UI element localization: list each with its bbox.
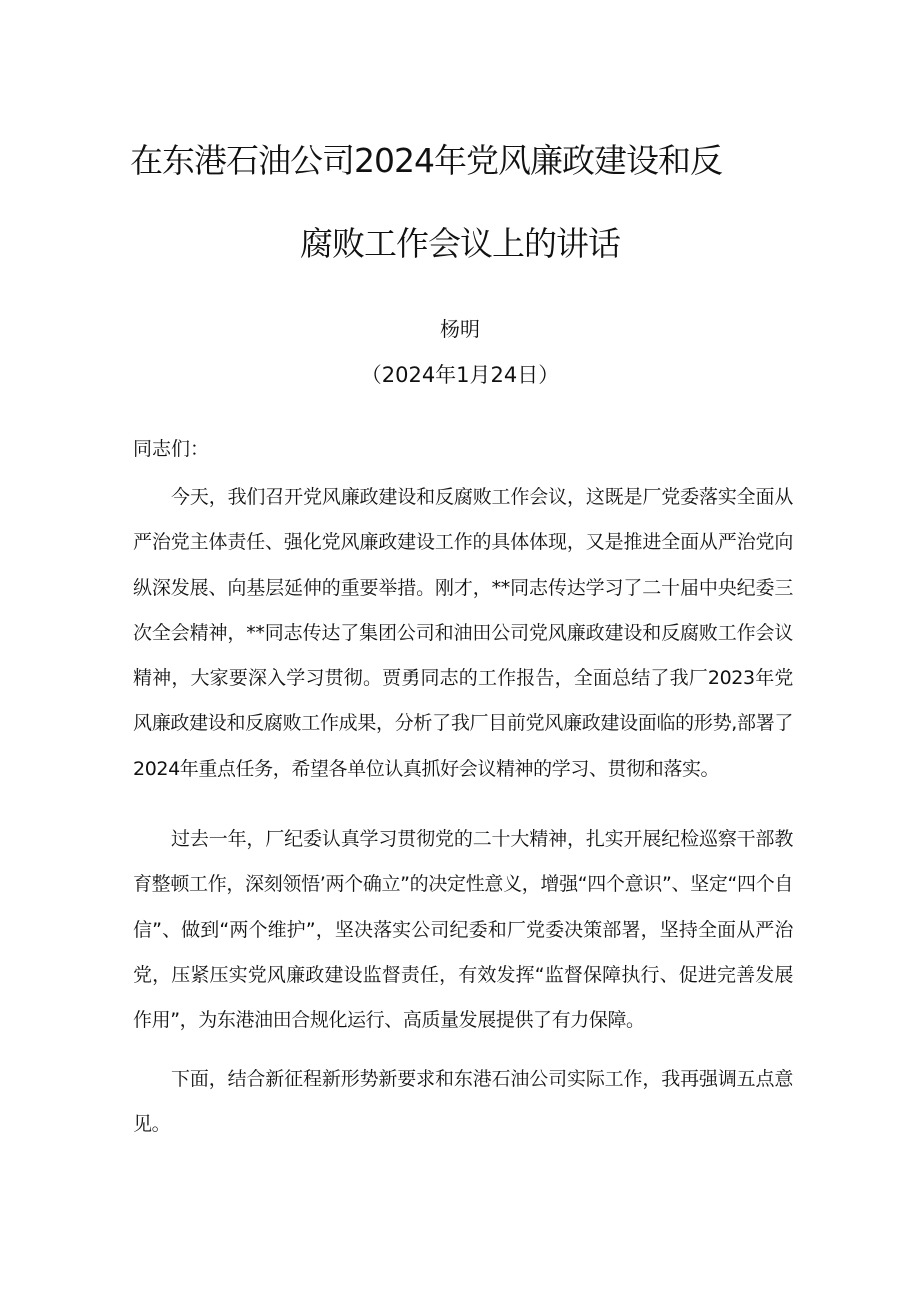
document-title-line-1: 在东港石油公司2024年党风廉政建设和反 <box>130 141 722 180</box>
speaker-name: 杨明 <box>440 317 480 341</box>
body-paragraph-2: 过去一年，厂纪委认真学习贯彻党的二十大精神，扎实开展纪检巡察干部教育整顿工作，深刻领悟’两个确立”的决定性意义，增强“四个意识”、坚定“四个自信”、做到“两个维护”，坚决落实公司纪委和厂党委决策部署，坚持全面从严治党，压紧压实党风廉政建设监督责任，有效发挥“监督保障执行、促进完善发展作用”，为东港油田合规化运行、高质量发展提供了有力保障。 <box>133 828 793 1032</box>
document-title-line-2: 腐败工作会议上的讲话 <box>300 224 620 263</box>
body-paragraph-1: 今天，我们召开党风廉政建设和反腐败工作会议，这既是厂党委落实全面从严治党主体责任、强化党风廉政建设工作的具体体现，又是推进全面从严治党向纵深发展、向基层延伸的重要举措。刚才，**同志传达学习了二十届中央纪委三次全会精神，**同志传达了集团公司和油田公司党风廉政建设和反腐败工作会议精神，大家要深入学习贯彻。贾勇同志的工作报告，全面总结了我厂2023年党风廉政建设和反腐败工作成果，分析了我厂目前党风廉政建设面临的形势,部署了2024年重点任务，希望各单位认真抓好会议精神的学习、贯彻和落实。 <box>133 486 793 780</box>
body-paragraph-3: 下面，结合新征程新形势新要求和东港石油公司实际工作，我再强调五点意见。 <box>133 1068 793 1136</box>
salutation: 同志们： <box>133 438 210 460</box>
speech-date: （2024年1月24日） <box>360 363 560 387</box>
